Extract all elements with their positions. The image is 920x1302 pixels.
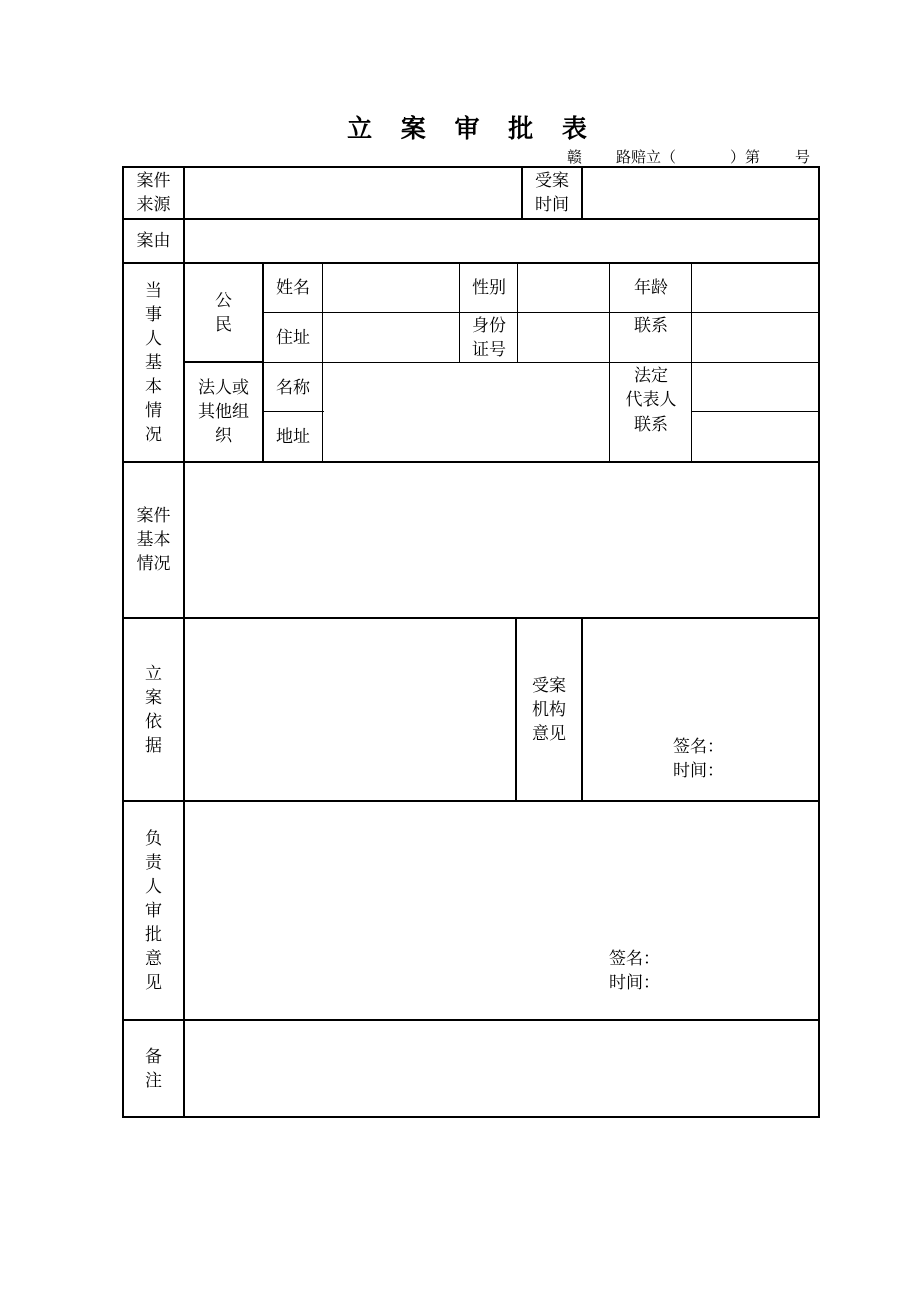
label-address: 住址 (276, 328, 310, 348)
contact-field[interactable] (693, 314, 818, 362)
age-field[interactable] (693, 264, 818, 312)
name-field[interactable] (324, 264, 459, 312)
docnum-prefix: 赣 (567, 148, 583, 166)
label-case-cause: 案由 (136, 231, 171, 251)
label-legal-rep: 法定 代表人 (625, 365, 677, 410)
label-id-number: 身份 证号 (472, 316, 506, 360)
label-party-info: 当 事 人 基 本 情 况 (145, 280, 162, 445)
agency-time-label: 时间： (673, 761, 724, 781)
legal-rep-field[interactable] (693, 364, 818, 411)
label-case-source: 案件 来源 (136, 171, 171, 215)
label-name: 姓名 (276, 278, 310, 298)
label-remarks: 备 注 (145, 1046, 162, 1091)
gender-field[interactable] (519, 264, 609, 312)
address-field[interactable] (324, 314, 459, 362)
label-contact: 联系 (634, 316, 668, 336)
chief-time-label: 时间： (609, 973, 660, 993)
accept-time-field[interactable] (583, 168, 818, 218)
remarks-field[interactable] (185, 1021, 818, 1116)
label-basis: 立 案 依 据 (145, 663, 162, 756)
label-chief-opinion: 负 责 人 审 批 意 见 (145, 828, 162, 993)
docnum-suffix: 号 (795, 148, 811, 166)
label-citizen: 公 民 (215, 291, 232, 335)
case-basic-field[interactable] (185, 463, 818, 617)
case-cause-field[interactable] (185, 220, 818, 262)
org-name-field[interactable] (324, 364, 609, 411)
label-org-address: 地址 (276, 427, 310, 447)
label-gender: 性别 (472, 278, 506, 298)
label-organization: 法人或 其他组 织 (198, 378, 249, 446)
label-accept-time: 受案 时间 (535, 171, 569, 215)
chief-opinion-field[interactable] (185, 802, 818, 1019)
id-number-field[interactable] (519, 314, 609, 362)
case-source-field[interactable] (185, 168, 521, 218)
org-contact-field[interactable] (693, 413, 818, 461)
docnum-close: ）第 (730, 148, 761, 166)
chief-sign-label: 签名： (609, 949, 660, 969)
label-agency-opinion: 受案 机构 意见 (532, 675, 566, 744)
docnum-mid: 路赔立（ (616, 148, 677, 166)
label-org-contact: 联系 (634, 415, 668, 435)
label-org-name: 名称 (276, 377, 310, 398)
label-case-basic: 案件 基本 情况 (136, 506, 171, 574)
basis-field[interactable] (185, 619, 515, 800)
org-address-field[interactable] (324, 413, 609, 461)
label-age: 年龄 (634, 278, 668, 298)
form-title: 立 案 审 批 表 (347, 114, 597, 143)
agency-sign-label: 签名： (673, 737, 724, 757)
